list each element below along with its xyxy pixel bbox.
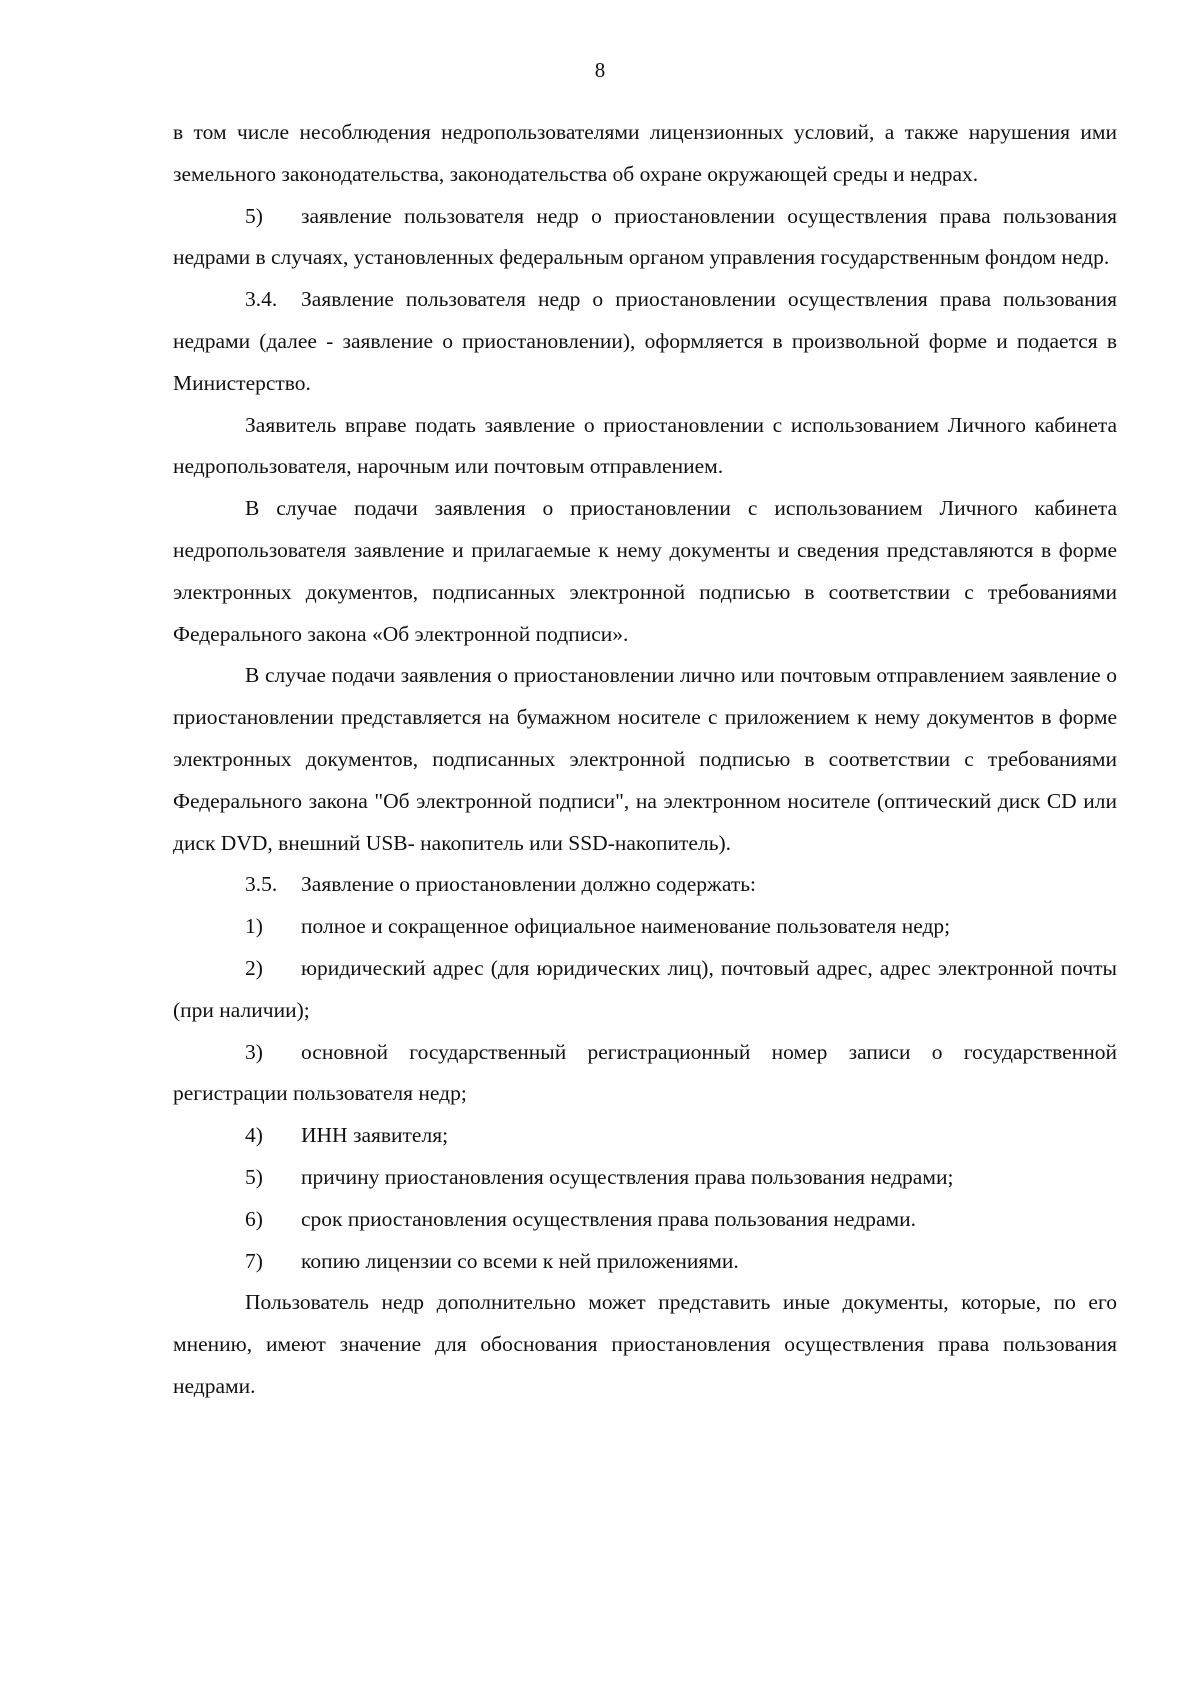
paragraph-additional-documents: Пользователь недр дополнительно может представить иные документы, которые, по его мнению, имеют значение для обоснования приостановления осуществления права пользования недрами. bbox=[173, 1290, 1117, 1398]
item-number: 5) bbox=[245, 1164, 263, 1189]
list-item-4 bbox=[173, 1115, 1117, 1157]
clause-3-4 bbox=[173, 279, 1117, 404]
item-number: 6) bbox=[245, 1206, 263, 1231]
item-number: 3) bbox=[245, 1039, 263, 1064]
item-number: 7) bbox=[245, 1248, 263, 1273]
clause-number: 3.5. bbox=[245, 872, 278, 897]
page-number: 8 bbox=[594, 58, 606, 82]
paragraph-continuation: в том числе несоблюдения недропользователями лицензионных условий, а также нарушения ими земельного законодательства, законодательства об охране окружающей среды и недрах. bbox=[173, 120, 1117, 186]
list-item-3 bbox=[173, 1032, 1117, 1116]
list-item-6 bbox=[173, 1199, 1117, 1241]
paragraph-electronic-submission: В случае подачи заявления о приостановлении с использованием Личного кабинета недропользователя заявление и прилагаемые к нему документы и сведения представляются в форме электронных документов, подписанных электронной подписью в соответствии с требованиями Федерального закона «Об электронной подписи». bbox=[173, 496, 1117, 646]
item-text: копию лицензии со всеми к ней приложениями. bbox=[301, 1248, 739, 1273]
list-item-2 bbox=[173, 948, 1117, 1032]
item-number: 4) bbox=[245, 1123, 263, 1148]
item-number: 1) bbox=[245, 914, 263, 939]
document-body bbox=[173, 112, 1117, 1408]
item-text: юридический адрес (для юридических лиц), почтовый адрес, адрес электронной почты (при наличии); bbox=[173, 955, 1117, 1022]
list-item-5-intro bbox=[173, 196, 1117, 280]
paragraph-paper-submission: В случае подачи заявления о приостановлении лично или почтовым отправлением заявление о приостановлении представляется на бумажном носителе с приложением к нему документов в форме электронных документов, подписанных электронной подписью в соответствии с требованиями Федерального закона "Об электронной подписи", на электронном носителе (оптический диск CD или диск DVD, внешний USB- накопитель или SSD-накопитель). bbox=[173, 663, 1117, 855]
item-text: заявление пользователя недр о приостановлении осуществления права пользования недрами в случаях, установленных федеральным органом управления государственным фондом недр. bbox=[173, 203, 1117, 270]
clause-text: Заявление пользователя недр о приостановлении осуществления права пользования недрами (далее - заявление о приостановлении), оформляется в произвольной форме и подается в Министерство. bbox=[173, 287, 1117, 395]
item-text: ИНН заявителя; bbox=[301, 1123, 449, 1148]
clause-3-5 bbox=[173, 864, 1117, 906]
paragraph-applicant-rights: Заявитель вправе подать заявление о приостановлении с использованием Личного кабинета недропользователя, нарочным или почтовым отправлением. bbox=[173, 412, 1117, 479]
item-text: срок приостановления осуществления права пользования недрами. bbox=[301, 1206, 916, 1231]
item-text: полное и сокращенное официальное наименование пользователя недр; bbox=[301, 914, 951, 939]
list-item-7 bbox=[173, 1241, 1117, 1283]
clause-number: 3.4. bbox=[245, 287, 278, 312]
list-item-5 bbox=[173, 1157, 1117, 1199]
item-number: 2) bbox=[245, 955, 263, 980]
item-number: 5) bbox=[245, 203, 263, 228]
list-item-1 bbox=[173, 906, 1117, 948]
clause-text: Заявление о приостановлении должно содержать: bbox=[301, 872, 757, 897]
item-text: основной государственный регистрационный номер записи о государственной регистрации пользователя недр; bbox=[173, 1039, 1117, 1106]
item-text: причину приостановления осуществления права пользования недрами; bbox=[301, 1164, 954, 1189]
